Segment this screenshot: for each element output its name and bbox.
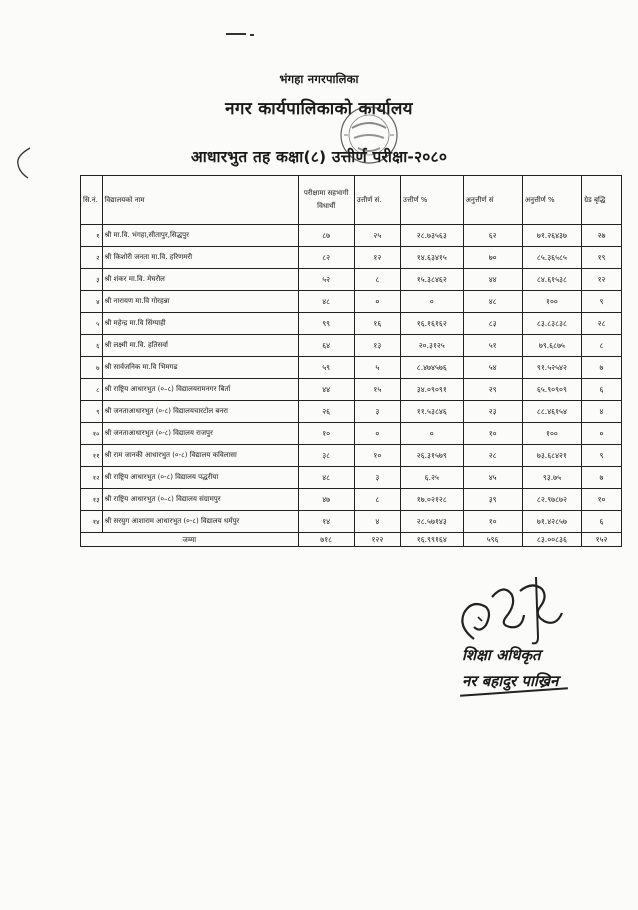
table-row	[81, 313, 622, 335]
fail-pct-cell: ८८.४६१५४	[522, 401, 581, 423]
handwritten-signature	[452, 577, 572, 649]
pass-pct-cell: २८.५७१४३	[401, 511, 464, 533]
failed-cell: ७०	[463, 247, 522, 269]
failed-cell: ३९	[463, 489, 522, 511]
grade-cell: ६	[582, 379, 622, 401]
passed-cell: १२	[354, 247, 400, 269]
fail-pct-cell: ६५.९०९०९	[522, 379, 581, 401]
participants-cell: ५९	[298, 357, 354, 379]
school-name: श्री राम जानकी आधारभुत (०-८) विद्यालय कविलासा	[102, 445, 298, 467]
failed-cell: २८	[463, 445, 522, 467]
row-sn: २	[81, 247, 103, 269]
margin-bracket-mark	[12, 146, 32, 180]
school-name: श्री सार्वजनिक मा.वि भिमगढ	[102, 357, 298, 379]
participants-cell: ६४	[298, 335, 354, 357]
table-row	[81, 379, 622, 401]
fail-pct-cell: ८३.८३८३८	[522, 313, 581, 335]
passed-cell: ८	[354, 269, 400, 291]
pass-pct-cell: १५.३८४६२	[401, 269, 464, 291]
header-school: विद्यालयको नाम	[102, 176, 298, 225]
table-row	[81, 357, 622, 379]
grade-cell: १९	[582, 247, 622, 269]
grade-cell: ६	[582, 511, 622, 533]
row-sn: १३	[81, 489, 103, 511]
office-name: नगर कार्यपालिकाको कार्यालय	[225, 99, 413, 119]
municipality-name: भंगहा नगरपालिका	[279, 72, 359, 86]
passed-cell: ०	[354, 423, 400, 445]
pass-pct-cell: २६.३१५७९	[401, 445, 464, 467]
fail-pct-cell: १००	[522, 423, 581, 445]
fail-pct-cell: ७९.६८७५	[522, 335, 581, 357]
table-row	[81, 467, 622, 489]
pass-pct-cell: १६.१६१६२	[401, 313, 464, 335]
school-name: श्री राष्ट्रिय आधारभुत (०–८) विद्यालयरामनगर बिर्ता	[102, 379, 298, 401]
fail-pct-cell: ९३.७५	[522, 467, 581, 489]
table-row	[81, 423, 622, 445]
participants-cell: ३८	[298, 445, 354, 467]
passed-cell: १०	[354, 445, 400, 467]
total-pass-pct: १६.९९१६४	[401, 533, 464, 547]
passed-cell: ३	[354, 467, 400, 489]
row-sn: १	[81, 225, 103, 247]
failed-cell: २९	[463, 379, 522, 401]
pass-pct-cell: ०	[401, 291, 464, 313]
pass-pct-cell: १७.०२१२८	[401, 489, 464, 511]
passed-cell: ८	[354, 489, 400, 511]
fail-pct-cell: ७१.४२८५७	[522, 511, 581, 533]
scan-artifact	[226, 33, 246, 35]
total-participants: ७१८	[298, 533, 354, 547]
school-name: श्री जनताआधारभुत (०-८) विद्यालय राजपुर	[102, 423, 298, 445]
passed-cell: १६	[354, 313, 400, 335]
participants-cell: ८२	[298, 247, 354, 269]
row-sn: ७	[81, 357, 103, 379]
failed-cell: ६२	[463, 225, 522, 247]
failed-cell: २३	[463, 401, 522, 423]
participants-cell: ४४	[298, 379, 354, 401]
failed-cell: १०	[463, 511, 522, 533]
failed-cell: ५४	[463, 357, 522, 379]
failed-cell: १०	[463, 423, 522, 445]
fail-pct-cell: १००	[522, 291, 581, 313]
school-name: श्री जनताआधारभुत (०-८) विद्यालयचारटोल बनरा	[102, 401, 298, 423]
school-name: श्री राष्ट्रिय आधारभुत (०-८) विद्यालय पद्धरीया	[102, 467, 298, 489]
school-name: श्री नारायण मा.वि गोरहन्ना	[102, 291, 298, 313]
passed-cell: ०	[354, 291, 400, 313]
pass-pct-cell: २८.७३५६३	[401, 225, 464, 247]
row-sn: ८	[81, 379, 103, 401]
pass-pct-cell: ३४.०९०९१	[401, 379, 464, 401]
passed-cell: ५	[354, 357, 400, 379]
header-failed: अनुत्तीर्ण सं	[463, 176, 522, 225]
pass-pct-cell: ०	[401, 423, 464, 445]
grade-cell: ४	[582, 401, 622, 423]
fail-pct-cell: ७३.६८४२१	[522, 445, 581, 467]
fail-pct-cell: ९१.५२५४२	[522, 357, 581, 379]
table-total-row	[81, 533, 622, 547]
school-name: श्री लक्ष्मी मा.वि. हतिसर्वा	[102, 335, 298, 357]
pass-pct-cell: ११.५३८४६	[401, 401, 464, 423]
scan-artifact	[250, 34, 254, 36]
table-header-row	[81, 176, 622, 225]
failed-cell: ४८	[463, 291, 522, 313]
row-sn: ३	[81, 269, 103, 291]
exam-title: आधारभुत तह कक्षा(८) उत्तीर्ण परीक्षा-२०८०	[190, 148, 448, 166]
pass-pct-cell: ६.२५	[401, 467, 464, 489]
pass-pct-cell: १४.६३४१५	[401, 247, 464, 269]
grade-cell: ९	[582, 291, 622, 313]
table-row	[81, 269, 622, 291]
school-name: श्री राष्ट्रिय आधारभुत (०–८) विद्यालय संग्रामपुर	[102, 489, 298, 511]
results-table	[80, 175, 622, 547]
pass-pct-cell: ८.४७४५७६	[401, 357, 464, 379]
header-pass-pct: उत्तीर्ण %	[401, 176, 464, 225]
participants-cell: ४७	[298, 489, 354, 511]
table-row	[81, 511, 622, 533]
participants-cell: १०	[298, 423, 354, 445]
signatory-designation: शिक्षा अधिकृत	[462, 646, 541, 664]
grade-cell: ७	[582, 467, 622, 489]
row-sn: ९	[81, 401, 103, 423]
school-name: श्री मा.वि. भंगहा,सीतापुर,सिद्धपुर	[102, 225, 298, 247]
table-row	[81, 247, 622, 269]
school-name: श्री शंकर मा.वि. मेघरौल	[102, 269, 298, 291]
participants-cell: ४८	[298, 291, 354, 313]
grade-cell: १०	[582, 489, 622, 511]
passed-cell: ४	[354, 511, 400, 533]
table-row	[81, 291, 622, 313]
header-fail-pct: अनुत्तीर्ण %	[522, 176, 581, 225]
participants-cell: २६	[298, 401, 354, 423]
row-sn: १०	[81, 423, 103, 445]
total-passed: १२२	[354, 533, 400, 547]
row-sn: ५	[81, 313, 103, 335]
row-sn: ११	[81, 445, 103, 467]
grade-cell: ८	[582, 335, 622, 357]
passed-cell: २५	[354, 225, 400, 247]
pass-pct-cell: २०.३१२५	[401, 335, 464, 357]
fail-pct-cell: ७१.२६४३७	[522, 225, 581, 247]
participants-cell: ९९	[298, 313, 354, 335]
grade-cell: २८	[582, 313, 622, 335]
grade-cell: ९	[582, 445, 622, 467]
fail-pct-cell: ८२.९७८७२	[522, 489, 581, 511]
table-row	[81, 489, 622, 511]
table-row	[81, 401, 622, 423]
passed-cell: १५	[354, 379, 400, 401]
header-sn: सि.नं.	[81, 176, 103, 225]
header-participants: परीक्षामा सहभागी विधार्थी	[298, 176, 354, 225]
passed-cell: १३	[354, 335, 400, 357]
table-row	[81, 225, 622, 247]
grade-cell: २७	[582, 225, 622, 247]
failed-cell: ४५	[463, 467, 522, 489]
grade-cell: १२	[582, 269, 622, 291]
participants-cell: ५२	[298, 269, 354, 291]
grade-cell: ०	[582, 423, 622, 445]
row-sn: ४	[81, 291, 103, 313]
participants-cell: १४	[298, 511, 354, 533]
row-sn: १२	[81, 467, 103, 489]
total-failed: ५९६	[463, 533, 522, 547]
row-sn: १४	[81, 511, 103, 533]
passed-cell: ३	[354, 401, 400, 423]
total-grade: १५२	[582, 533, 622, 547]
failed-cell: ५१	[463, 335, 522, 357]
school-name: श्री सरयुग आशाराम आधारभुत (०-८) विद्यालय धर्मपुर	[102, 511, 298, 533]
school-name: श्री महेन्द्र मा.वि सिंग्याही	[102, 313, 298, 335]
total-label: जम्मा	[81, 533, 299, 547]
fail-pct-cell: ८४.६१५३८	[522, 269, 581, 291]
total-fail-pct: ८३.००८३६	[522, 533, 581, 547]
header-passed: उत्तीर्ण सं.	[354, 176, 400, 225]
failed-cell: ८३	[463, 313, 522, 335]
table-row	[81, 335, 622, 357]
header-grade: ग्रेड बृद्धि	[582, 176, 622, 225]
signatory-name: नर बहादुर पाख्रिन	[462, 672, 559, 690]
fail-pct-cell: ८५.३६५८५	[522, 247, 581, 269]
row-sn: ६	[81, 335, 103, 357]
failed-cell: ४४	[463, 269, 522, 291]
school-name: श्री किशोरी जनता मा.वि. हरिणमरी	[102, 247, 298, 269]
participants-cell: ८७	[298, 225, 354, 247]
participants-cell: ४८	[298, 467, 354, 489]
grade-cell: ७	[582, 357, 622, 379]
table-row	[81, 445, 622, 467]
